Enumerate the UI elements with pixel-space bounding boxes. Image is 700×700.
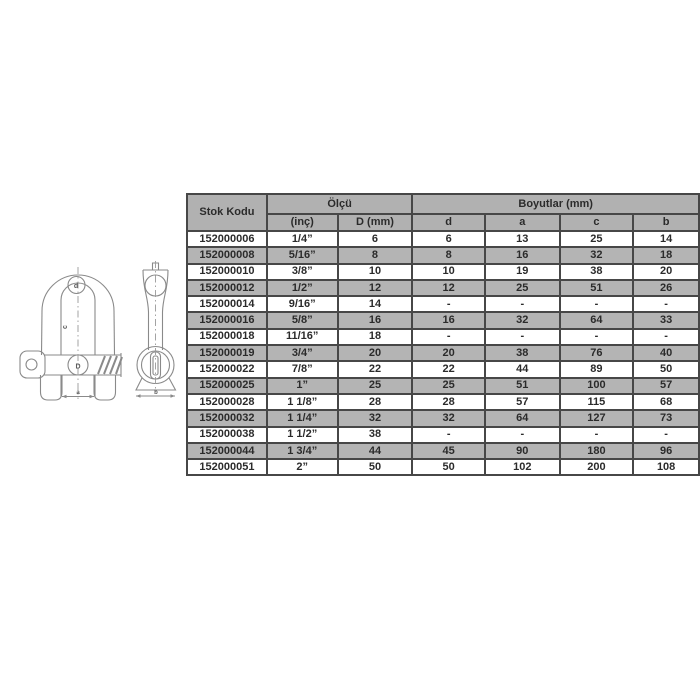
cell-dim-b: 40: [633, 345, 699, 361]
cell-dim-a: 57: [485, 394, 560, 410]
cell-dim-c: 51: [560, 280, 634, 296]
cell-d-mm: 44: [338, 443, 413, 459]
cell-dim-c: 38: [560, 264, 634, 280]
header-d-mm: D (mm): [338, 214, 413, 231]
header-dim-d: d: [412, 214, 485, 231]
cell-d-mm: 8: [338, 247, 413, 263]
cell-dim-d: 16: [412, 312, 485, 328]
cell-inch: 5/8”: [267, 312, 338, 328]
cell-dim-d: -: [412, 427, 485, 443]
cell-dim-c: 32: [560, 247, 634, 263]
cell-stok-kodu: 152000016: [187, 312, 267, 328]
pin-eye-lug: [20, 351, 45, 378]
cell-d-mm: 32: [338, 410, 413, 426]
cell-stok-kodu: 152000008: [187, 247, 267, 263]
cell-dim-d: -: [412, 329, 485, 345]
cell-d-mm: 16: [338, 312, 413, 328]
cell-dim-a: -: [485, 296, 560, 312]
cell-inch: 1 3/4”: [267, 443, 338, 459]
cell-dim-d: 10: [412, 264, 485, 280]
cell-dim-d: -: [412, 296, 485, 312]
cell-stok-kodu: 152000038: [187, 427, 267, 443]
cell-stok-kodu: 152000012: [187, 280, 267, 296]
cell-inch: 1/4”: [267, 231, 338, 247]
cell-dim-d: 45: [412, 443, 485, 459]
cell-dim-d: 50: [412, 459, 485, 475]
cell-stok-kodu: 152000051: [187, 459, 267, 475]
dimension-a: [62, 390, 94, 398]
header-dim-c: c: [560, 214, 634, 231]
cell-dim-b: 14: [633, 231, 699, 247]
cell-inch: 11/16”: [267, 329, 338, 345]
cell-d-mm: 14: [338, 296, 413, 312]
cell-dim-c: -: [560, 329, 634, 345]
cell-dim-c: 115: [560, 394, 634, 410]
cell-stok-kodu: 152000010: [187, 264, 267, 280]
table-row: [187, 264, 699, 280]
header-stok-kodu: Stok Kodu: [187, 194, 267, 231]
cell-inch: 2”: [267, 459, 338, 475]
table-row: [187, 378, 699, 394]
cell-stok-kodu: 152000018: [187, 329, 267, 345]
cell-dim-a: 64: [485, 410, 560, 426]
cell-stok-kodu: 152000014: [187, 296, 267, 312]
cell-d-mm: 28: [338, 394, 413, 410]
cell-dim-c: 25: [560, 231, 634, 247]
cell-d-mm: 25: [338, 378, 413, 394]
cell-dim-a: 102: [485, 459, 560, 475]
cell-dim-b: 96: [633, 443, 699, 459]
cell-d-mm: 12: [338, 280, 413, 296]
cell-dim-c: 127: [560, 410, 634, 426]
dim-label-pin-diameter: D: [75, 363, 81, 371]
cell-stok-kodu: 152000022: [187, 361, 267, 377]
cell-dim-a: 25: [485, 280, 560, 296]
cell-stok-kodu: 152000019: [187, 345, 267, 361]
cell-dim-a: 13: [485, 231, 560, 247]
cell-d-mm: 38: [338, 427, 413, 443]
cell-dim-b: -: [633, 296, 699, 312]
table-row: [187, 329, 699, 345]
cell-dim-a: 16: [485, 247, 560, 263]
cell-inch: 1”: [267, 378, 338, 394]
cell-dim-d: 25: [412, 378, 485, 394]
cell-dim-a: 51: [485, 378, 560, 394]
cell-dim-c: 200: [560, 459, 634, 475]
cell-dim-b: 73: [633, 410, 699, 426]
cell-stok-kodu: 152000028: [187, 394, 267, 410]
pin-thread-hatching: [98, 356, 122, 374]
cell-dim-c: 64: [560, 312, 634, 328]
dim-label-b: b: [154, 390, 158, 396]
cell-dim-b: 50: [633, 361, 699, 377]
cell-dim-c: 89: [560, 361, 634, 377]
spec-table-header: [187, 194, 699, 231]
cell-stok-kodu: 152000032: [187, 410, 267, 426]
cell-dim-b: 18: [633, 247, 699, 263]
cell-inch: 1 1/2”: [267, 427, 338, 443]
cell-dim-b: 108: [633, 459, 699, 475]
header-boyutlar: Boyutlar (mm): [412, 194, 699, 214]
cell-inch: 7/8”: [267, 361, 338, 377]
cell-d-mm: 22: [338, 361, 413, 377]
table-row: [187, 394, 699, 410]
cell-dim-c: -: [560, 296, 634, 312]
cell-dim-d: 8: [412, 247, 485, 263]
header-dim-b: b: [633, 214, 699, 231]
table-row: [187, 280, 699, 296]
cell-inch: 5/16”: [267, 247, 338, 263]
cell-stok-kodu: 152000025: [187, 378, 267, 394]
cell-dim-b: 68: [633, 394, 699, 410]
cell-d-mm: 6: [338, 231, 413, 247]
dimension-b: [136, 390, 175, 398]
shackle-technical-drawing: [0, 250, 190, 410]
cell-dim-d: 22: [412, 361, 485, 377]
table-row: [187, 410, 699, 426]
spec-table: [186, 193, 700, 476]
cell-d-mm: 10: [338, 264, 413, 280]
cell-dim-b: 33: [633, 312, 699, 328]
header-dim-a: a: [485, 214, 560, 231]
spec-table-body: [187, 231, 699, 475]
cell-dim-d: 12: [412, 280, 485, 296]
table-row: [187, 427, 699, 443]
table-row: [187, 247, 699, 263]
table-row: [187, 345, 699, 361]
cell-inch: 1 1/4”: [267, 410, 338, 426]
cell-dim-b: -: [633, 329, 699, 345]
cell-dim-b: 20: [633, 264, 699, 280]
cell-d-mm: 20: [338, 345, 413, 361]
table-row: [187, 231, 699, 247]
cell-dim-a: 38: [485, 345, 560, 361]
cell-inch: 3/8”: [267, 264, 338, 280]
table-row: [187, 312, 699, 328]
cell-dim-c: -: [560, 427, 634, 443]
cell-dim-b: 57: [633, 378, 699, 394]
cell-stok-kodu: 152000006: [187, 231, 267, 247]
cell-dim-a: 19: [485, 264, 560, 280]
table-row: [187, 296, 699, 312]
cell-dim-d: 28: [412, 394, 485, 410]
shackle-side-view: [136, 261, 176, 398]
cell-inch: 1 1/8”: [267, 394, 338, 410]
dim-label-a: a: [76, 390, 80, 396]
cell-dim-a: 32: [485, 312, 560, 328]
header-olcu: Ölçü: [267, 194, 413, 214]
dim-label-d: d: [73, 283, 79, 290]
cell-dim-a: 90: [485, 443, 560, 459]
table-row: [187, 361, 699, 377]
cell-dim-a: 44: [485, 361, 560, 377]
shackle-front-view: [20, 267, 122, 400]
cell-dim-c: 76: [560, 345, 634, 361]
cell-d-mm: 18: [338, 329, 413, 345]
cell-dim-c: 180: [560, 443, 634, 459]
cell-inch: 9/16”: [267, 296, 338, 312]
cell-dim-a: -: [485, 329, 560, 345]
cell-dim-b: -: [633, 427, 699, 443]
table-row: [187, 459, 699, 475]
dim-label-c: c: [62, 325, 69, 329]
cell-dim-a: -: [485, 427, 560, 443]
cell-d-mm: 50: [338, 459, 413, 475]
cell-inch: 1/2”: [267, 280, 338, 296]
table-row: [187, 443, 699, 459]
cell-dim-d: 32: [412, 410, 485, 426]
cell-stok-kodu: 152000044: [187, 443, 267, 459]
cell-dim-d: 20: [412, 345, 485, 361]
cell-dim-c: 100: [560, 378, 634, 394]
cell-dim-b: 26: [633, 280, 699, 296]
cell-inch: 3/4”: [267, 345, 338, 361]
cell-dim-d: 6: [412, 231, 485, 247]
header-inch: (inç): [267, 214, 338, 231]
